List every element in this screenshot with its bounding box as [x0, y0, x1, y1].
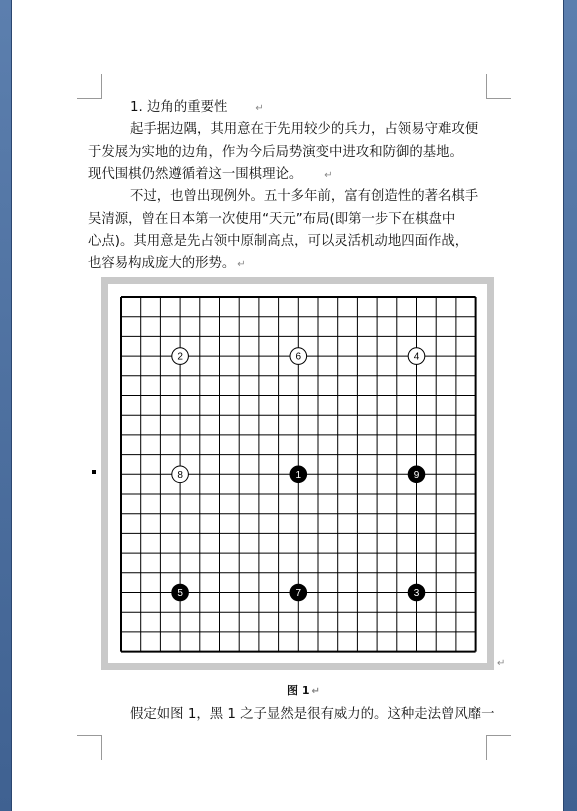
white-stone — [290, 348, 307, 365]
stone-number: 2 — [177, 351, 183, 363]
paragraph-mark: ↵ — [255, 103, 264, 114]
paragraph-2-line-4[interactable]: 也容易构成庞大的形势。 ↵ — [88, 256, 246, 271]
paragraph-1-line-1[interactable]: 起手据边隅，其用意在于先用较少的兵力，占领易守难攻便 — [130, 122, 479, 137]
stone-number: 6 — [295, 351, 302, 363]
paragraph-2-line-3[interactable]: 心点)。其用意是先占领中原制高点，可以灵活机动地四面作战， — [88, 234, 469, 249]
margin-mark-bottom-left — [77, 735, 102, 760]
black-stone — [290, 466, 307, 483]
stone-number: 9 — [413, 469, 420, 481]
stone-number: 5 — [177, 588, 183, 599]
black-stone — [290, 584, 307, 601]
margin-mark-bottom-right — [486, 735, 511, 760]
section-heading[interactable]: 1. 边角的重要性 ↵ — [130, 100, 264, 115]
stone-number: 3 — [413, 588, 420, 599]
go-board — [108, 284, 487, 663]
black-stone — [172, 584, 189, 601]
black-stone — [408, 466, 425, 483]
stone-number: 7 — [295, 588, 302, 599]
black-stone — [408, 584, 425, 601]
object-anchor-marker[interactable] — [92, 470, 96, 474]
paragraph-2-line-1[interactable]: 不过，也曾出现例外。五十多年前，富有创造性的著名棋手 — [130, 189, 479, 204]
stone-number: 1 — [295, 469, 302, 481]
paragraph-2-line-2[interactable]: 吴清源，曾在日本第一次使用“天元”布局(即第一步下在棋盘中 — [88, 212, 456, 227]
paragraph-1-line-2[interactable]: 于发展为实地的边角，作为今后局势演变中进攻和防御的基地。 — [88, 145, 463, 160]
paragraph-mark: ↵ — [497, 658, 506, 669]
margin-mark-top-left — [77, 74, 102, 99]
white-stone — [172, 466, 189, 483]
paragraph-mark: ↵ — [324, 170, 333, 181]
stone-number: 4 — [413, 351, 420, 363]
paragraph-1-line-3[interactable]: 现代围棋仍然遵循着这一围棋理论。 ↵ — [88, 167, 333, 182]
white-stone — [172, 348, 189, 365]
margin-mark-top-right — [486, 74, 511, 99]
paragraph-mark: ↵ — [311, 686, 320, 697]
paragraph-mark: ↵ — [237, 259, 246, 270]
figure-caption[interactable]: 图 1 ↵ — [287, 684, 320, 697]
stone-number: 8 — [177, 469, 183, 481]
white-stone — [408, 348, 425, 365]
paragraph-3-line-1[interactable]: 假定如图 1，黑 1 之子显然是很有威力的。这种走法曾风靡一 — [130, 707, 495, 722]
